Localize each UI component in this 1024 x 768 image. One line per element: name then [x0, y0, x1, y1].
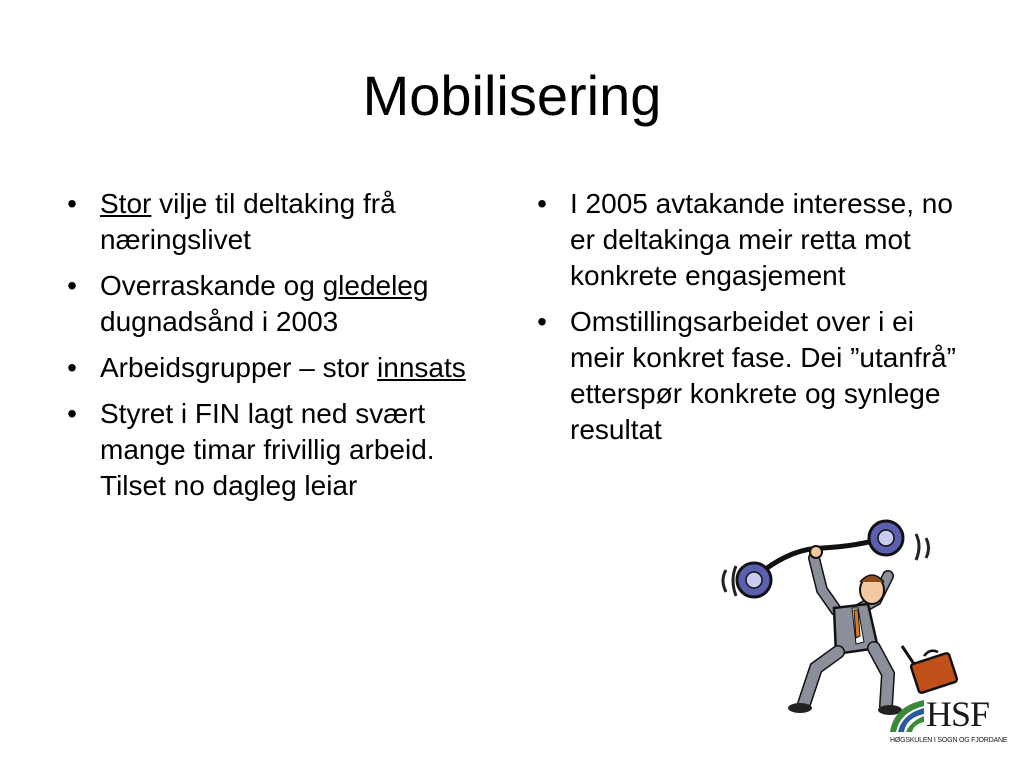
bullet-text: vilje til deltaking frå næringslivet: [100, 188, 396, 255]
underlined-word: gledeleg: [322, 270, 429, 301]
hsf-logo: [888, 694, 1018, 750]
bullet-icon: •: [67, 398, 77, 429]
list-item: [532, 304, 972, 448]
list-item: [532, 186, 972, 294]
right-bullet-list: [532, 186, 972, 448]
bullet-icon: •: [537, 306, 547, 337]
bullet-icon: •: [67, 270, 77, 301]
bullet-icon: •: [67, 352, 77, 383]
list-item: [62, 268, 502, 340]
bullet-text: Arbeidsgrupper – stor: [100, 352, 378, 383]
bullet-text: I 2005 avtakande interesse, no er deltakinga meir retta mot konkrete engasjement: [570, 188, 953, 291]
underlined-word: innsats: [377, 352, 466, 383]
left-column: [62, 186, 502, 514]
bullet-icon: •: [537, 188, 547, 219]
bullet-text: Styret i FIN lagt ned svært mange timar frivillig arbeid. Tilset no dagleg leiar: [100, 398, 435, 501]
list-item: [62, 186, 502, 258]
list-item: [62, 396, 502, 504]
list-item: [62, 350, 502, 386]
bullet-icon: •: [67, 188, 77, 219]
hsf-logo-text: HSF: [926, 694, 990, 734]
bullet-text: Omstillingsarbeidet over i ei meir konkret fase. Dei ”utanfrå” etterspør konkrete og synlege resultat: [570, 306, 956, 445]
bullet-text: dugnadsånd i 2003: [100, 306, 339, 337]
hsf-logo-subtitle: HØGSKULEN I SOGN OG FJORDANE: [890, 737, 1008, 744]
weightlifter-clipart-icon: [718, 518, 968, 718]
left-bullet-list: [62, 186, 502, 504]
bullet-text: Overraskande og: [100, 270, 323, 301]
slide-title: Mobilisering: [362, 64, 662, 127]
underlined-word: Stor: [100, 188, 152, 219]
right-column: [532, 186, 972, 458]
hsf-logo-mark-icon: [888, 698, 928, 734]
